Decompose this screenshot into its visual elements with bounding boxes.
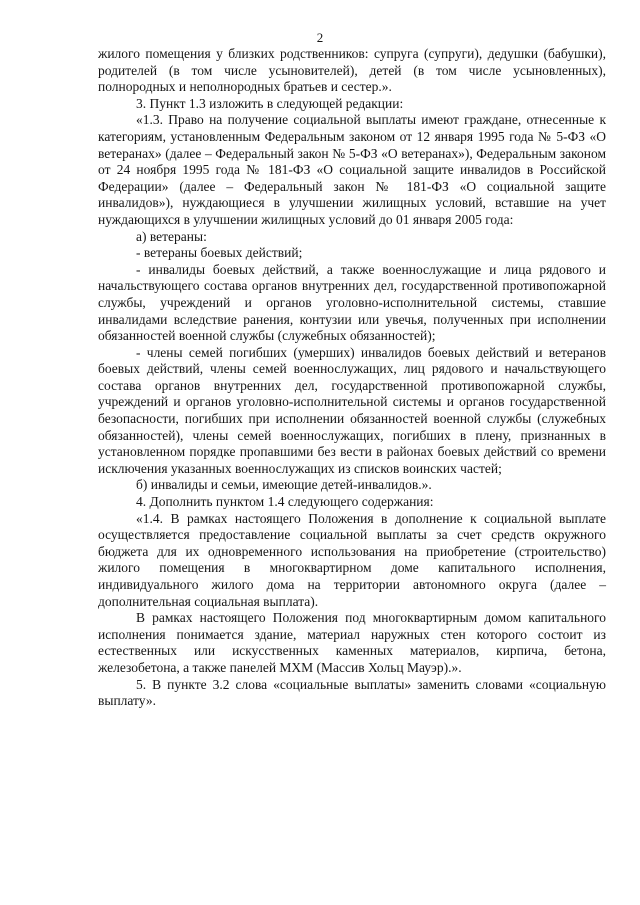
paragraph-list-b: б) инвалиды и семьи, имеющие детей-инвалидов.». (136, 477, 432, 493)
paragraph-item-3: 3. Пункт 1.3 изложить в следующей редакции: (136, 95, 404, 111)
paragraph-clause-1-4: «1.4. В рамках настоящего Положения в дополнение к социальной выплате осуществляется предоставление социальной выплаты за счет средств окружного бюджета для их одновременного использования на приобретение (строительство) жилого помещения в многоквартирном доме капитального исполнения, индивидуального жилого дома на территории автономного округа (далее – дополнительная социальная выплата). (98, 510, 606, 609)
paragraph-item-4: 4. Дополнить пунктом 1.4 следующего содержания: (136, 494, 434, 510)
paragraph-item-5: 5. В пункте 3.2 слова «социальные выплаты» заменить словами «социальную выплату». (98, 676, 606, 709)
paragraph-list-a: а) ветераны: (136, 228, 207, 244)
paragraph-list-veterans: - ветераны боевых действий; (136, 245, 303, 261)
paragraph-list-invalids: - инвалиды боевых действий, а также военнослужащие и лица рядового и начальствующего состава органов внутренних дел, государственной противопожарной службы, учреждений и органов уголовно-исполнительной системы, ставшие инвалидами вследствие ранения, контузии или увечья, полученных при исполнении обязанностей военной службы (служебных обязанностей); (98, 261, 606, 344)
paragraph-definition: В рамках настоящего Положения под многоквартирным домом капитального исполнения понимается здание, материал наружных стен которого состоит из естественных или искусственных каменных материалов, кирпича, бетона, железобетона, а также панелей МХМ (Массив Хольц Мауэр).». (98, 610, 606, 675)
paragraph-clause-1-3: «1.3. Право на получение социальной выплаты имеют граждане, отнесенные к категориям, установленным Федеральным законом от 12 января 1995 года № 5-ФЗ «О ветеранах» (далее – Федеральный закон № 5-ФЗ «О ветеранах»), Федеральным законом от 24 ноября 1995 года № 181-ФЗ «О социальной защите инвалидов в Российской Федерации» (далее – Федеральный закон № 181-ФЗ «О социальной защите инвалидов»), нуждающиеся в улучшении жилищных условий, вставшие на учет нуждающихся в улучшении жилищных условий до 01 января 2005 года: (98, 112, 606, 227)
paragraph-continuation: жилого помещения у близких родственников: супруга (супруги), дедушки (бабушки), родителей (в том числе усыновителей), детей (в том числе усыновленных), полнородных и неполнородных братьев и сестер.». (98, 46, 606, 95)
document-body (98, 46, 606, 710)
page-number: 2 (316, 30, 324, 45)
paragraph-list-family-members: - члены семей погибших (умерших) инвалидов боевых действий и ветеранов боевых действий, члены семей военнослужащих, лиц рядового и начальствующего состава органов внутренних дел, государственной противопожарной службы, учреждений и органов уголовно-исполнительной системы и органов государственной безопасности, погибших при исполнении обязанностей военной службы (служебных обязанностей), члены семей военнослужащих, погибших в плену, признанных в установленном порядке пропавшими без вести в районах боевых действий со времени исключения указанных военнослужащих из списков воинских частей; (98, 344, 606, 476)
